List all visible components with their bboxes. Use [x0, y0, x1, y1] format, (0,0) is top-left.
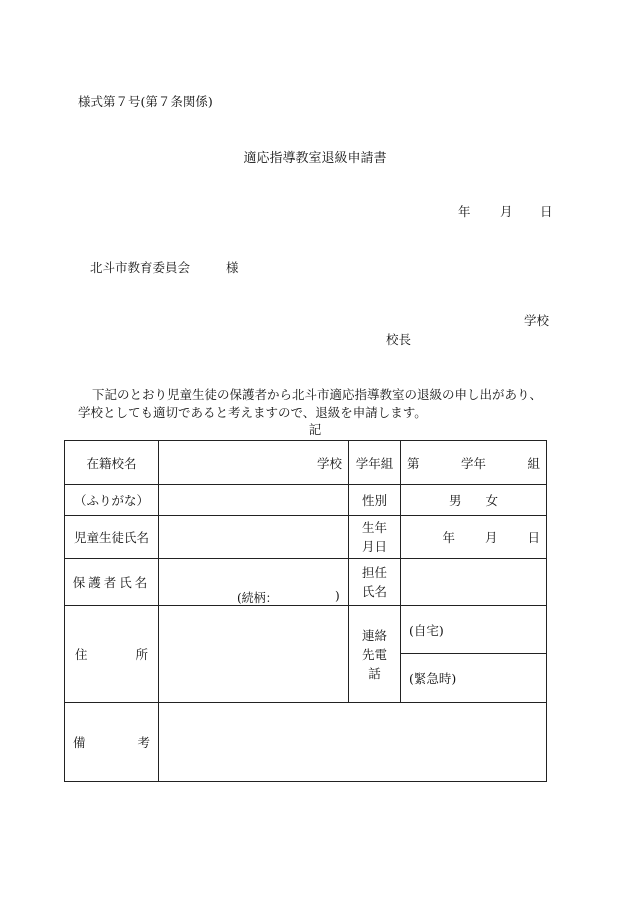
contact-label-line3: 話	[368, 665, 381, 681]
furigana-label: （ふりがな）	[65, 485, 159, 516]
grade-class-field[interactable]	[401, 441, 547, 485]
birthdate-label-line2: 月日	[361, 539, 387, 554]
birthdate-label	[349, 516, 401, 559]
home-phone-field[interactable]	[401, 606, 547, 654]
remarks-label-part1: 備	[73, 735, 86, 750]
emergency-phone-label: (緊急時)	[409, 671, 457, 686]
furigana-field[interactable]	[159, 485, 349, 516]
relationship-close: )	[335, 589, 340, 603]
birth-month-label: 月	[484, 530, 498, 545]
recipient-honorific: 様	[226, 260, 239, 275]
birthdate-label-line1: 生年	[361, 520, 387, 535]
grade-prefix: 第	[407, 455, 420, 471]
table-row-school	[65, 441, 547, 485]
grade-year-label: 学年	[460, 455, 486, 471]
gender-female-option[interactable]: 女	[485, 493, 499, 508]
remarks-field[interactable]	[159, 703, 547, 782]
birth-day-label: 日	[527, 530, 540, 545]
birthdate-field[interactable]	[401, 516, 547, 559]
table-row-remarks	[65, 703, 547, 782]
guardian-name-label: 保護者氏名	[65, 559, 159, 606]
application-form-table	[64, 440, 547, 782]
form-number: 様式第７号(第７条関係)	[78, 94, 213, 109]
student-name-field[interactable]	[159, 516, 349, 559]
grade-class-suffix: 組	[527, 455, 540, 471]
address-label-part2: 所	[135, 647, 148, 662]
school-name-field[interactable]	[159, 441, 349, 485]
grade-class-label: 学年組	[349, 441, 401, 485]
emergency-phone-field[interactable]	[401, 654, 547, 703]
gender-field[interactable]	[401, 485, 547, 516]
address-label-part1: 住	[75, 647, 88, 662]
gender-label: 性別	[349, 485, 401, 516]
home-phone-label: (自宅)	[409, 622, 444, 638]
school-name-label: 在籍校名	[65, 441, 159, 485]
school-suffix: 学校	[316, 455, 342, 471]
recipient-name: 北斗市教育委員会	[90, 260, 191, 275]
table-row-address-home	[65, 606, 547, 654]
gender-male-option[interactable]: 男	[448, 493, 462, 508]
sender-principal-label: 校長	[386, 332, 412, 347]
table-row-guardian	[65, 559, 547, 606]
homeroom-teacher-label	[349, 559, 401, 606]
student-name-label: 児童生徒氏名	[65, 516, 159, 559]
contact-label-line2: 先電	[361, 646, 387, 662]
date-year-label: 年	[458, 204, 471, 219]
teacher-label-line2: 氏名	[361, 584, 387, 599]
table-row-furigana	[65, 485, 547, 516]
table-row-student	[65, 516, 547, 559]
remarks-label-part2: 考	[137, 735, 150, 750]
relationship-label: (続柄：	[237, 591, 278, 605]
birth-year-label: 年	[442, 530, 455, 545]
address-label	[65, 606, 159, 703]
contact-label-line1: 連絡	[361, 627, 387, 643]
date-day-label: 日	[540, 204, 553, 219]
sender-school-label: 学校	[524, 313, 550, 328]
date-month-label: 月	[500, 204, 513, 219]
address-field[interactable]	[159, 606, 349, 703]
homeroom-teacher-field[interactable]	[401, 559, 547, 606]
remarks-label	[65, 703, 159, 782]
contact-phone-label	[349, 606, 401, 703]
record-label: 記	[308, 422, 322, 437]
body-paragraph: 下記のとおり児童生徒の保護者から北斗市適応指導教室の退級の申し出があり、学校としても適切であると考えますので、退級を申請します。	[78, 387, 543, 420]
document-title: 適応指導教室退級申請書	[243, 151, 387, 166]
guardian-name-field[interactable]	[159, 559, 349, 606]
teacher-label-line1: 担任	[361, 565, 387, 580]
